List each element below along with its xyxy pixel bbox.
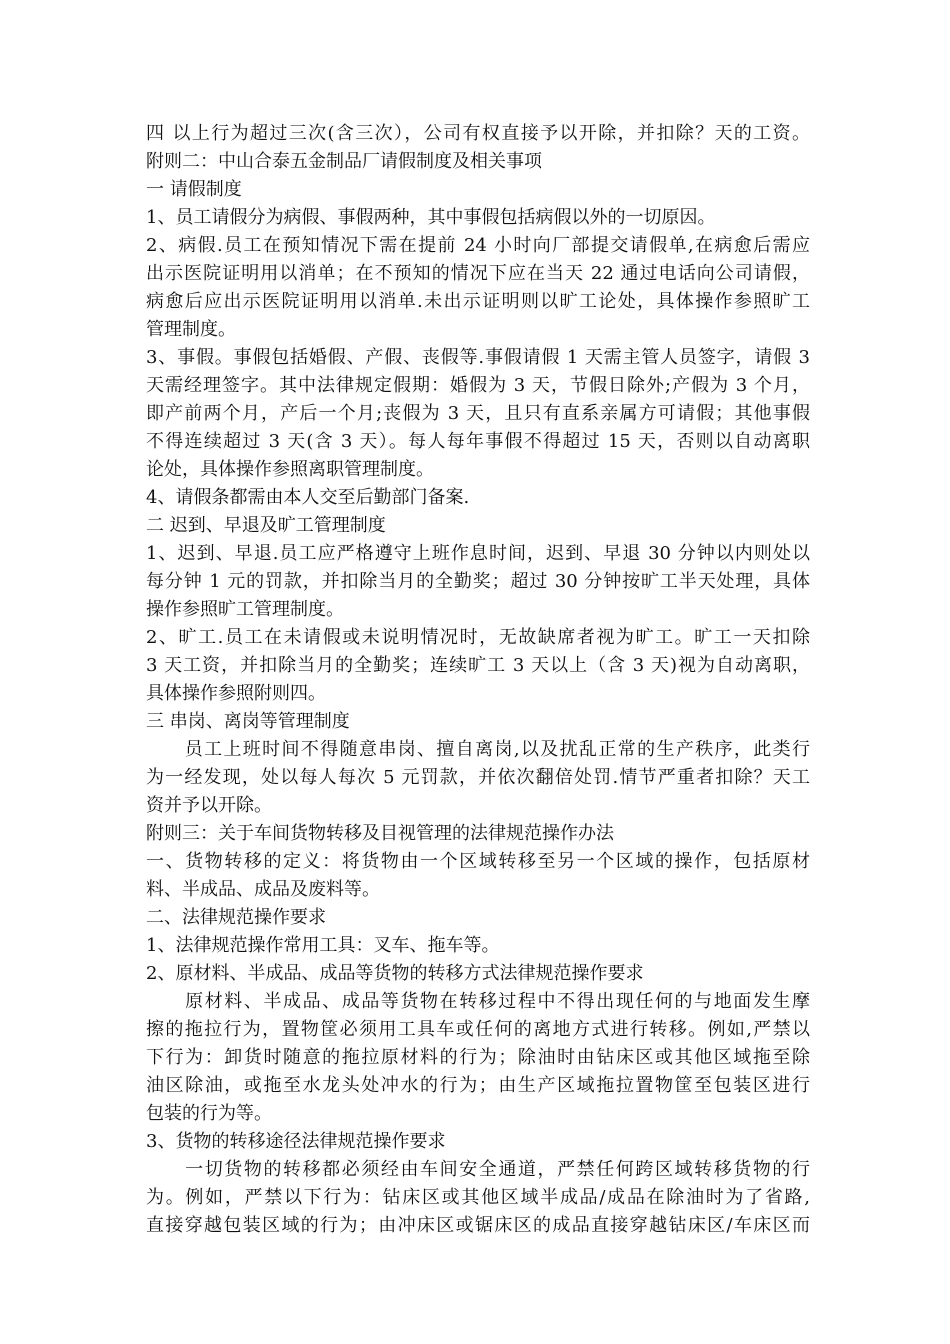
text-line: 原材料、半成品、成品等货物在转移过程中不得出现任何的与地面发生摩 xyxy=(146,991,810,1012)
text-line: 每分钟 1 元的罚款，并扣除当月的全勤奖；超过 30 分钟按旷工半天处理，具体 xyxy=(146,571,810,592)
text-line: 油区除油，或拖至水龙头处冲水的行为；由生产区域拖拉置物筐至包装区进行 xyxy=(146,1075,810,1096)
text-line: 资并予以开除。 xyxy=(146,795,272,816)
text-line: 3、货物的转移途径法律规范操作要求 xyxy=(146,1131,446,1152)
text-line: 1、迟到、早退.员工应严格遵守上班作息时间，迟到、早退 30 分钟以内则处以 xyxy=(146,543,810,564)
text-line: 一切货物的转移都必须经由车间安全通道，严禁任何跨区域转移货物的行 xyxy=(146,1159,810,1180)
text-line: 员工上班时间不得随意串岗、擅自离岗,以及扰乱正常的生产秩序，此类行 xyxy=(146,739,810,760)
text-line: 附则二：中山合泰五金制品厂请假制度及相关事项 xyxy=(146,151,542,172)
text-line: 3 天工资，并扣除当月的全勤奖；连续旷工 3 天以上（含 3 天)视为自动离职， xyxy=(146,655,810,676)
text-line: 一 请假制度 xyxy=(146,179,242,200)
text-line: 为。例如，严禁以下行为：钻床区或其他区域半成品/成品在除油时为了省路, xyxy=(146,1187,810,1208)
text-line: 论处，具体操作参照离职管理制度。 xyxy=(146,459,434,480)
text-line: 下行为：卸货时随意的拖拉原材料的行为；除油时由钻床区或其他区域拖至除 xyxy=(146,1047,810,1068)
text-line: 操作参照旷工管理制度。 xyxy=(146,599,344,620)
text-line: 1、员工请假分为病假、事假两种，其中事假包括病假以外的一切原因。 xyxy=(146,207,716,228)
text-line: 料、半成品、成品及废料等。 xyxy=(146,879,380,900)
text-line: 三 串岗、离岗等管理制度 xyxy=(146,711,350,732)
text-line: 4、请假条都需由本人交至后勤部门备案. xyxy=(146,487,470,508)
text-line: 3、事假。事假包括婚假、产假、丧假等.事假请假 1 天需主管人员签字，请假 3 xyxy=(146,347,810,368)
document-body xyxy=(146,120,810,1240)
text-line: 2、原材料、半成品、成品等货物的转移方式法律规范操作要求 xyxy=(146,963,644,984)
text-line: 具体操作参照附则四。 xyxy=(146,683,326,704)
text-line: 1、法律规范操作常用工具：叉车、拖车等。 xyxy=(146,935,500,956)
text-line: 天需经理签字。其中法律规定假期：婚假为 3 天，节假日除外;产假为 3 个月， xyxy=(146,375,810,396)
text-line: 病愈后应出示医院证明用以消单.未出示证明则以旷工论处，具体操作参照旷工 xyxy=(146,291,810,312)
text-line: 四 以上行为超过三次(含三次），公司有权直接予以开除，并扣除？天的工资。 xyxy=(146,123,810,144)
text-line: 出示医院证明用以消单；在不预知的情况下应在当天 22 通过电话向公司请假， xyxy=(146,263,810,284)
text-line: 不得连续超过 3 天(含 3 天）。每人每年事假不得超过 15 天，否则以自动离职 xyxy=(146,431,810,452)
text-line: 2、病假.员工在预知情况下需在提前 24 小时向厂部提交请假单,在病愈后需应 xyxy=(146,235,810,256)
text-line: 附则三：关于车间货物转移及目视管理的法律规范操作办法 xyxy=(146,823,614,844)
text-line: 包装的行为等。 xyxy=(146,1103,272,1124)
text-line: 为一经发现，处以每人每次 5 元罚款，并依次翻倍处罚.情节严重者扣除？天工 xyxy=(146,767,810,788)
text-line: 直接穿越包装区域的行为；由冲床区或锯床区的成品直接穿越钻床区/车床区而 xyxy=(146,1215,810,1236)
text-line: 擦的拖拉行为，置物筐必须用工具车或任何的离地方式进行转移。例如,严禁以 xyxy=(146,1019,810,1040)
text-line: 一、货物转移的定义：将货物由一个区域转移至另一个区域的操作，包括原材 xyxy=(146,851,810,872)
text-line: 2、旷工.员工在未请假或未说明情况时，无故缺席者视为旷工。旷工一天扣除 xyxy=(146,627,810,648)
text-line: 二、法律规范操作要求 xyxy=(146,907,326,928)
text-line: 二 迟到、早退及旷工管理制度 xyxy=(146,515,386,536)
text-line: 管理制度。 xyxy=(146,319,236,340)
text-line: 即产前两个月，产后一个月;丧假为 3 天，且只有直系亲属方可请假；其他事假 xyxy=(146,403,810,424)
